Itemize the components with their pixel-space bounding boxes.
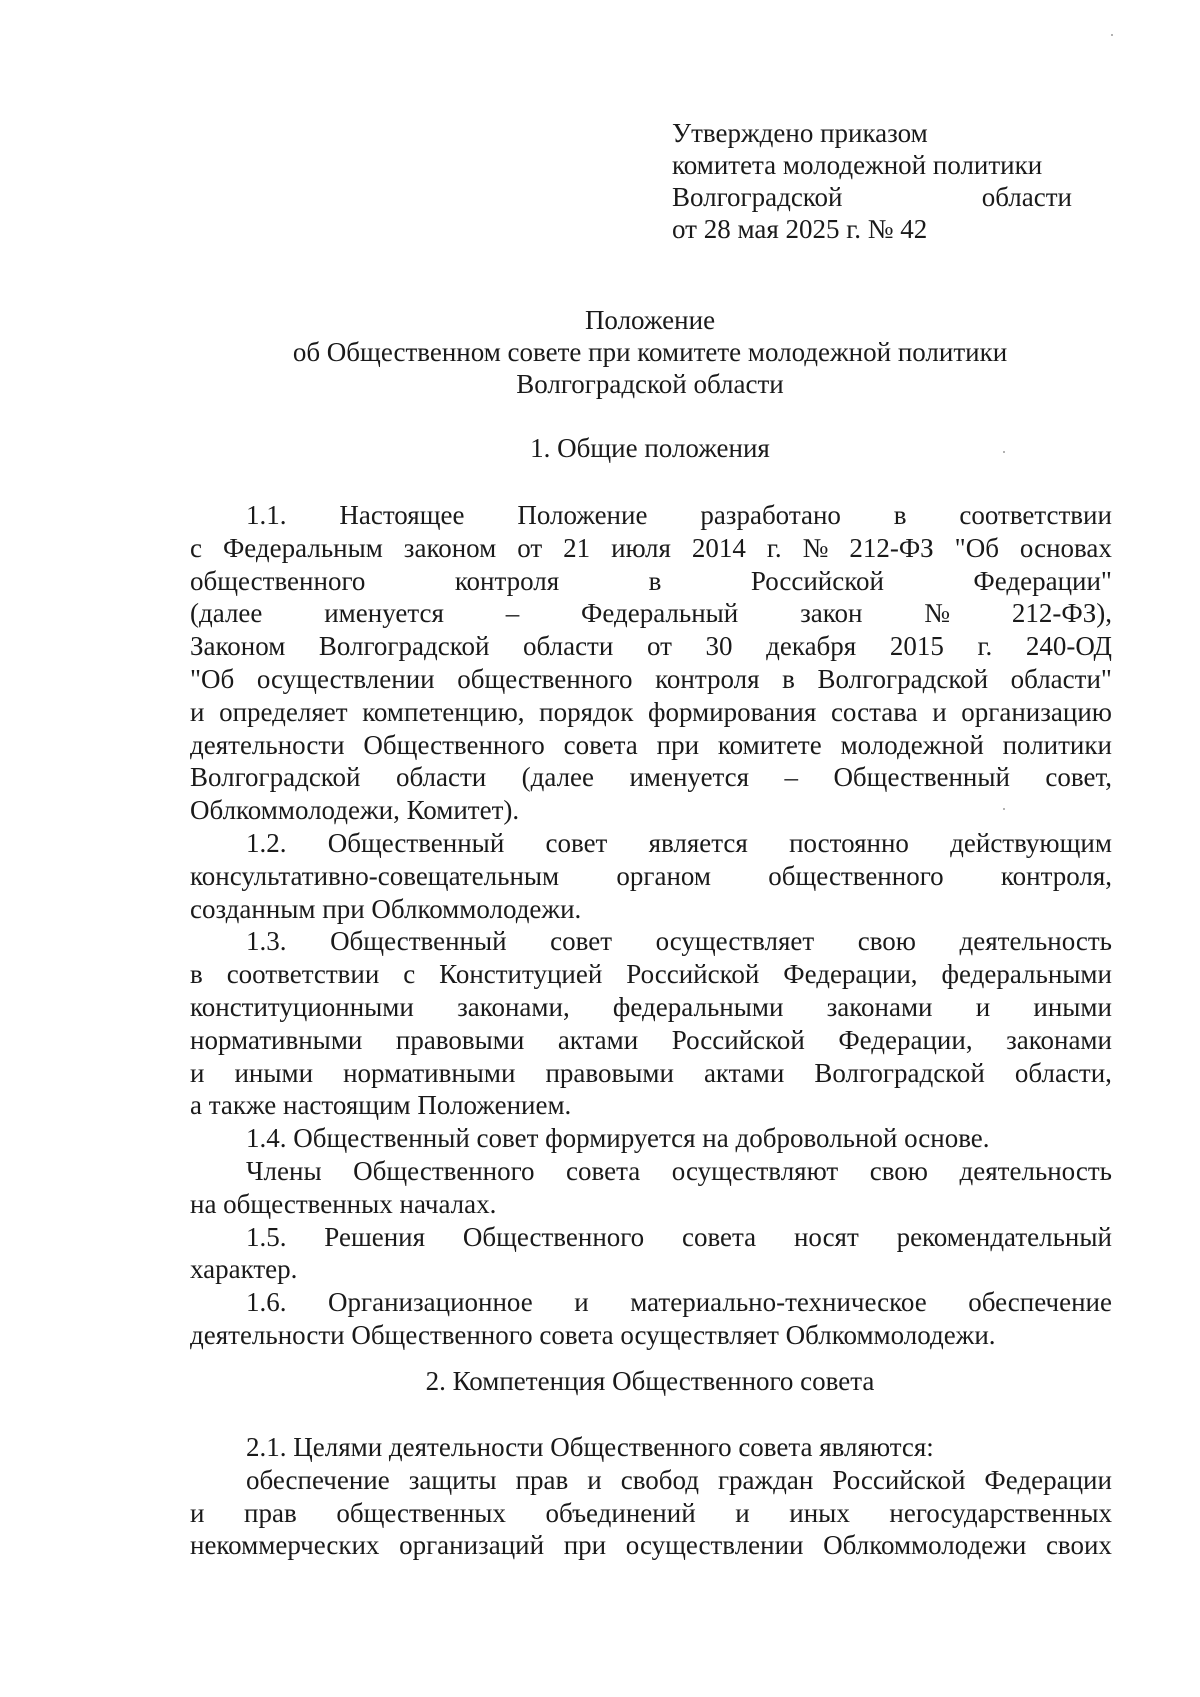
word: при xyxy=(563,1530,607,1561)
word: разработано xyxy=(700,500,841,530)
word: Российской xyxy=(750,565,884,596)
word: контроля, xyxy=(1000,860,1112,891)
word: от xyxy=(517,532,543,563)
word: актами xyxy=(703,1057,785,1088)
word: формирования xyxy=(647,696,817,727)
word: Организационное xyxy=(328,1287,533,1318)
text-line xyxy=(190,827,1112,860)
approval-line-4: от 28 мая 2025 г. № 42 xyxy=(672,214,928,244)
word: Решения xyxy=(324,1221,426,1252)
text-line xyxy=(190,958,1112,991)
word: "Об xyxy=(190,663,235,694)
word: Общественного xyxy=(462,1221,645,1252)
approval-line-2: комитета молодежной политики xyxy=(672,150,1043,180)
word: в xyxy=(190,959,203,990)
word: контроля xyxy=(454,565,560,596)
word: общественных xyxy=(336,1497,506,1528)
word: деятельности xyxy=(190,729,345,760)
text-line xyxy=(190,1529,1112,1562)
word: июля xyxy=(611,532,671,563)
word: общественного xyxy=(190,565,366,596)
section-1-heading: 1. Общие положения xyxy=(530,433,770,463)
word: нормативными xyxy=(190,1024,363,1055)
word: свобод xyxy=(620,1464,699,1495)
word: контроля xyxy=(655,663,760,694)
approval-line-3 xyxy=(672,181,1072,213)
word: области xyxy=(395,762,487,793)
word: обеспечение xyxy=(968,1287,1112,1318)
word: декабря xyxy=(766,631,857,662)
text-line xyxy=(190,1155,1112,1188)
paragraph-1-5 xyxy=(190,1221,1112,1254)
word: и xyxy=(975,991,991,1022)
word: с xyxy=(190,532,202,563)
word: № xyxy=(924,598,951,629)
word: и xyxy=(574,1287,589,1318)
word: 1.2. xyxy=(246,827,287,858)
word: совета xyxy=(681,1221,757,1252)
word: рекомендательный xyxy=(896,1221,1112,1252)
word: 2014 xyxy=(691,532,746,563)
word: Федерации xyxy=(984,1464,1112,1495)
word: консультативно-совещательным xyxy=(190,860,560,891)
word: является xyxy=(648,827,748,858)
word: и xyxy=(587,1464,602,1495)
approval-line-3-b: области xyxy=(981,182,1072,212)
paragraph-1-3-last-line: а также настоящим Положением. xyxy=(190,1090,572,1121)
word: свою xyxy=(857,926,916,957)
word: от xyxy=(646,631,672,662)
section-2-body xyxy=(190,1431,1112,1562)
section-2-heading: 2. Компетенция Общественного совета xyxy=(425,1366,875,1396)
word: негосударственных xyxy=(889,1497,1112,1528)
word: области" xyxy=(1010,663,1112,694)
word: Волгоградской xyxy=(814,1057,985,1088)
word: общественного xyxy=(768,860,944,891)
word: 1.3. xyxy=(246,926,287,957)
title-line-1: Положение xyxy=(584,305,716,335)
text-line xyxy=(190,1286,1112,1319)
word: определяет xyxy=(219,696,348,727)
word: г. xyxy=(766,532,782,563)
word: деятельность xyxy=(959,1155,1112,1186)
word: своих xyxy=(1045,1530,1112,1561)
word: деятельность xyxy=(959,926,1112,957)
word: организаций xyxy=(399,1530,545,1561)
text-line xyxy=(190,1497,1112,1530)
word: и xyxy=(932,696,947,727)
word: совет, xyxy=(1045,762,1112,793)
word: прав xyxy=(515,1464,569,1495)
word: объединений xyxy=(545,1497,696,1528)
word: области xyxy=(523,631,614,662)
word: совет xyxy=(550,926,613,957)
word: закон xyxy=(800,598,863,629)
word: и xyxy=(190,1497,205,1528)
word: совета xyxy=(563,729,638,760)
word: актами xyxy=(557,1024,639,1055)
paragraph-1-1-last-line: Облкоммолодежи, Комитет). xyxy=(190,795,520,826)
text-line xyxy=(190,860,1112,893)
word: молодежной xyxy=(840,729,984,760)
text-line xyxy=(190,597,1112,630)
word: и xyxy=(735,1497,750,1528)
word: нормативными xyxy=(343,1057,516,1088)
word: совета xyxy=(566,1155,641,1186)
word: 240-ОД xyxy=(1025,631,1112,662)
word: основах xyxy=(1019,532,1112,563)
paragraph-1-5-last-line: характер. xyxy=(190,1254,298,1285)
title-line-3: Волгоградской области xyxy=(516,369,784,399)
word: в xyxy=(648,565,662,596)
word: с xyxy=(403,959,416,990)
word: – xyxy=(784,762,799,793)
text-line xyxy=(190,991,1112,1024)
word: Общественный xyxy=(833,762,1010,793)
word: порядок xyxy=(539,696,634,727)
text-line xyxy=(190,499,1112,532)
word: Конституцией xyxy=(439,959,603,990)
word: 1.6. xyxy=(246,1287,287,1318)
paragraph-1-4b xyxy=(190,1155,1112,1188)
word: Российской xyxy=(832,1464,966,1495)
word: иных xyxy=(789,1497,850,1528)
word: именуется xyxy=(324,598,444,629)
word: Общественный xyxy=(327,827,505,858)
word: Российской xyxy=(671,1024,805,1055)
paragraph-1-2 xyxy=(190,827,1112,893)
section-1-body xyxy=(190,499,1112,1352)
scan-speck xyxy=(1111,34,1113,36)
title-line-2: об Общественном совете при комитете молодежной политики xyxy=(292,337,1008,367)
text-line xyxy=(190,630,1112,663)
text-line xyxy=(190,532,1112,565)
text-line xyxy=(190,696,1112,729)
word: – xyxy=(505,598,520,629)
word: действующим xyxy=(950,827,1112,858)
word: 212-ФЗ xyxy=(849,532,934,563)
paragraph-1-2-last-line: созданным при Облкоммолодежи. xyxy=(190,893,582,924)
word: Общественный xyxy=(330,926,507,957)
word: законами xyxy=(826,991,933,1022)
word: носят xyxy=(793,1221,859,1252)
word: постоянно xyxy=(789,827,909,858)
word: Федеральным xyxy=(222,532,383,563)
word: Положение xyxy=(517,500,648,530)
word: свою xyxy=(869,1155,928,1186)
approval-block xyxy=(672,117,1072,245)
word: Общественного xyxy=(353,1155,535,1186)
word: соответствии xyxy=(959,500,1112,530)
word: № xyxy=(802,532,829,563)
word: конституционными xyxy=(190,991,414,1022)
word: материально-техническое xyxy=(630,1287,927,1318)
word: Федерации, xyxy=(838,1024,973,1055)
word: обеспечение xyxy=(246,1464,390,1495)
paragraph-1-6 xyxy=(190,1286,1112,1319)
word: 1.1. xyxy=(246,500,287,530)
word: осуществляет xyxy=(655,926,815,957)
word: Федерации, xyxy=(783,959,918,990)
paragraph-1-6-last-line: деятельности Общественного совета осуществляет Облкоммолодежи. xyxy=(190,1319,996,1350)
word: области, xyxy=(1014,1057,1112,1088)
word: 212-ФЗ), xyxy=(1011,598,1112,629)
text-line xyxy=(190,663,1112,696)
word: правовыми xyxy=(545,1057,674,1088)
word: компетенцию, xyxy=(362,696,525,727)
word: законами xyxy=(1006,1024,1112,1055)
word: г. xyxy=(977,631,993,662)
word: "Об xyxy=(954,532,999,563)
paragraph-2-1a xyxy=(190,1464,1112,1562)
word: Волгоградской xyxy=(190,762,361,793)
word: при xyxy=(656,729,700,760)
word: и xyxy=(190,696,205,727)
word: 30 xyxy=(705,631,733,662)
word: организацию xyxy=(961,696,1112,727)
word: соответствии xyxy=(226,959,380,990)
word: иными xyxy=(234,1057,314,1088)
word: комитете xyxy=(717,729,822,760)
word: некоммерческих xyxy=(190,1530,380,1561)
text-line xyxy=(190,761,1112,794)
word: Федерации" xyxy=(973,565,1112,596)
word: 21 xyxy=(563,532,591,563)
text-line xyxy=(190,1057,1112,1090)
word: (далее xyxy=(190,598,263,629)
text-line xyxy=(190,729,1112,762)
word: иными xyxy=(1033,991,1112,1022)
text-line xyxy=(190,925,1112,958)
paragraph-2-1: 2.1. Целями деятельности Общественного совета являются: xyxy=(246,1432,934,1462)
word: состава xyxy=(830,696,918,727)
word: федеральными xyxy=(941,959,1112,990)
word: Волгоградской xyxy=(318,631,490,662)
word: в xyxy=(893,500,907,530)
word: законами, xyxy=(457,991,570,1022)
word: законом xyxy=(403,532,497,563)
word: 1.5. xyxy=(246,1221,287,1252)
word: в xyxy=(782,663,795,694)
word: 2015 xyxy=(889,631,944,662)
word: общественного xyxy=(457,663,633,694)
word: Волгоградской xyxy=(817,663,989,694)
document-title xyxy=(190,304,1110,400)
word: федеральными xyxy=(612,991,784,1022)
word: совет xyxy=(545,827,608,858)
word: осуществляют xyxy=(671,1155,839,1186)
approval-line-1: Утверждено приказом xyxy=(672,118,928,148)
word: Российской xyxy=(626,959,760,990)
word: (далее xyxy=(521,762,595,793)
word: правовыми xyxy=(395,1024,525,1055)
paragraph-1-1 xyxy=(190,499,1112,794)
word: Настоящее xyxy=(339,500,465,530)
word: именуется xyxy=(629,762,750,793)
word: прав xyxy=(244,1497,297,1528)
word: Члены xyxy=(246,1155,322,1186)
text-line xyxy=(190,1464,1112,1497)
word: органом xyxy=(616,860,711,891)
word: осуществлении xyxy=(625,1530,804,1561)
word: и xyxy=(190,1057,205,1088)
paragraph-1-4: 1.4. Общественный совет формируется на добровольной основе. xyxy=(246,1123,990,1154)
word: осуществлении xyxy=(256,663,435,694)
word: граждан xyxy=(717,1464,814,1495)
text-line xyxy=(190,565,1112,598)
word: Федеральный xyxy=(581,598,739,629)
word: защиты xyxy=(408,1464,497,1495)
paragraph-1-3 xyxy=(190,925,1112,1089)
word: Облкоммолодежи xyxy=(823,1530,1027,1561)
approval-line-3-a: Волгоградской xyxy=(672,182,843,212)
text-line xyxy=(190,1221,1112,1254)
word: Общественного xyxy=(363,729,545,760)
word: Законом xyxy=(190,631,286,662)
word: политики xyxy=(1002,729,1112,760)
text-line xyxy=(190,1024,1112,1057)
paragraph-1-4b-last-line: на общественных началах. xyxy=(190,1188,497,1219)
